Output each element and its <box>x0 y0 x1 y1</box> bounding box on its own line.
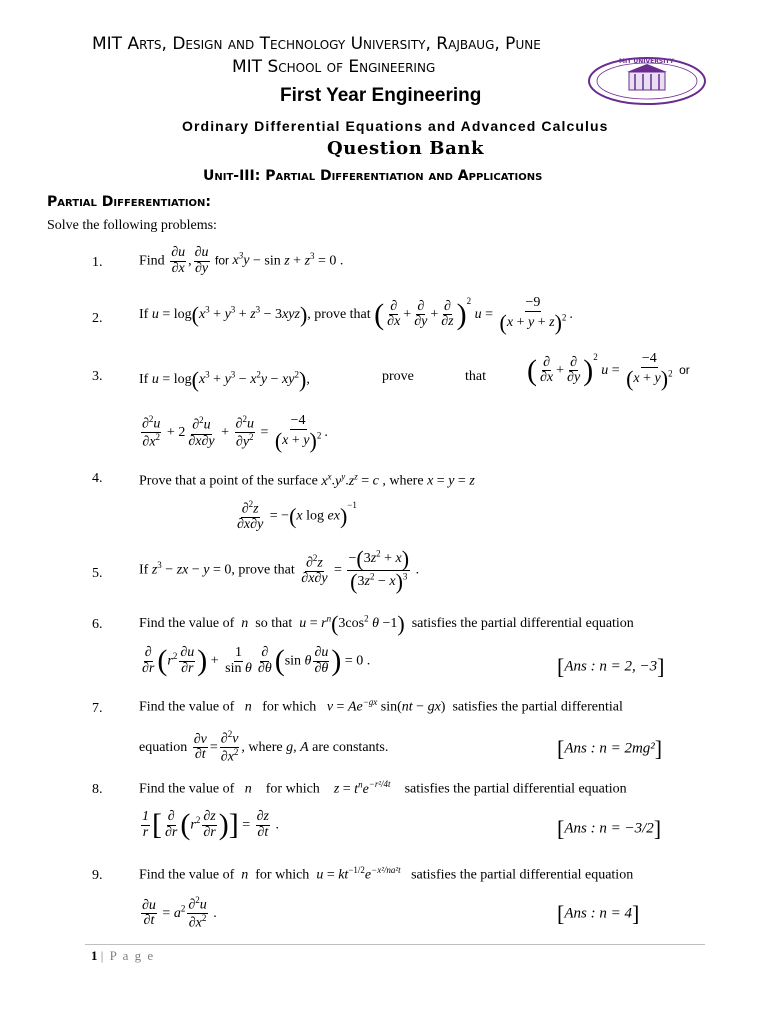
q3-text: If <box>139 372 149 388</box>
page-label: | P a g e <box>100 948 155 963</box>
q6-text: Find the value of <box>139 616 235 632</box>
q3-formula: ( $\frac{\partial}{\partial x}$ + $\frac{\partial}{\partial y}$ )$^2$ u = $\frac{-4}{(x + y)^2}$ or <box>527 351 690 391</box>
question-number: 1. <box>92 255 103 270</box>
page-number: 1 <box>91 948 98 963</box>
university-name: MIT Arts, Design and Technology University, Rajbaug, Pune <box>92 34 541 54</box>
q7-equation: equation <box>139 740 188 756</box>
q9-text: Find the value of <box>139 867 235 883</box>
q5-text: If <box>139 562 149 578</box>
question-number: 7. <box>92 701 103 716</box>
q3-that: that <box>465 369 486 384</box>
q6-answer: [Ans : n = 2, −3] <box>557 654 665 679</box>
q4-text: Prove that a point of the surface <box>139 473 318 489</box>
section-heading: Partial Differentiation: <box>47 194 212 210</box>
q3-or: or <box>679 363 690 378</box>
footer-divider <box>85 944 705 945</box>
question-6: Find the value of n so that $u = r^n(3\cos^2$ θ −1) satisfies the partial differential equation <box>139 611 634 636</box>
q9-answer: [Ans : n = 4] <box>557 901 640 926</box>
q6-sothat: so that <box>255 616 293 632</box>
q2-text: If <box>139 307 149 323</box>
school-name: MIT School of Engineering <box>232 57 436 77</box>
q7-forwhich: for which <box>262 699 317 715</box>
question-8: Find the value of n for which $z = t^ne^{-r^2/4t}$ satisfies the partial differential equation <box>139 779 627 797</box>
year-title: First Year Engineering <box>280 85 482 106</box>
question-number: 2. <box>92 311 103 326</box>
q1-for: for <box>215 253 230 268</box>
university-logo <box>587 56 707 106</box>
section-intro: Solve the following problems: <box>47 218 217 233</box>
footer-page <box>91 948 155 964</box>
question-5: If $z^3$ − zx − y = 0, prove that $\frac{\partial^2z}{\partial x\partial y}$ = $\frac{-(3z^2 + x)}{(3z^2 - x)^3}$ . <box>139 546 420 594</box>
question-number: 9. <box>92 868 103 883</box>
question-number: 8. <box>92 782 103 797</box>
q9-formula: $\frac{\partial u}{\partial t}$ = $a^2$ $\frac{\partial^2u}{\partial x^2}$ . <box>142 895 217 931</box>
q7-text: Find the value of <box>139 699 235 715</box>
question-7: Find the value of n for which $v = Ae^{-gx}$ sin(nt − gx) satisfies the partial differential <box>139 697 623 715</box>
question-1: Find $\frac{\partial u}{\partial x}$ , $\frac{\partial u}{\partial y}$ for $x^3y - \sin z + z^3 = 0$ . <box>139 245 344 276</box>
q4-formula: $\frac{\partial^2z}{\partial x\partial y}$ = −(x log ex)$^{-1}$ <box>237 499 357 533</box>
q4-where: , where <box>382 473 424 489</box>
question-number: 6. <box>92 617 103 632</box>
q7-satisfies: satisfies the partial differential <box>452 699 623 715</box>
question-4: Prove that a point of the surface $x^x.y^y.z^z = c$ , where x = y = z <box>139 471 475 489</box>
q7-constants: are constants. <box>312 740 389 756</box>
q6-satisfies: satisfies the partial differential equation <box>411 616 634 632</box>
question-3: If $u = \log(x^3 + y^3 - x^2y - xy^2)$, <box>139 367 310 392</box>
question-9: Find the value of n for which $u = kt^{-1/2}e^{-x^2/na^2t}$ satisfies the partial differential equation <box>139 865 634 883</box>
q9-satisfies: satisfies the partial differential equation <box>411 867 634 883</box>
q8-forwhich: for which <box>265 781 320 797</box>
question-number: 5. <box>92 566 103 581</box>
question-2: If $u = \log(x^3 + y^3 + z^3 - 3xyz)$, prove that ( $\frac{\partial}{\partial x}$ + $\frac{\partial}{\partial y}$ + $\frac{\partial}{\partial z}$ )$^2$ u = $\frac{-9}{(x + y + z)^2}$ . <box>139 295 573 335</box>
q9-forwhich: for which <box>255 867 310 883</box>
q8-answer: [Ans : n = −3/2] <box>557 816 662 841</box>
q1-text: Find <box>139 253 165 269</box>
q8-text: Find the value of <box>139 781 235 797</box>
doc-type: Question Bank <box>327 138 485 159</box>
q8-formula: $\frac{1}{r}$ [ $\frac{\partial}{\partial r}$ ($r^2$ $\frac{\partial z}{\partial r}$ )] = $\frac{\partial z}{\partial t}$ . <box>142 808 279 842</box>
q7-answer: [Ans : n = 2mg²] <box>557 736 663 761</box>
q3-prove: prove <box>382 369 414 384</box>
course-title: Ordinary Differential Equations and Advanced Calculus <box>182 118 609 134</box>
question-number: 3. <box>92 369 103 384</box>
q6-formula: $\frac{\partial}{\partial r}$ ($r^2$ $\frac{\partial u}{\partial r}$ ) + $\frac{1}{\text{sin θ}}$ $\frac{\partial}{\partial\theta}$ (sin θ $\frac{\partial u}{\partial\theta}$ ) = 0 . <box>142 644 371 678</box>
q7-where: , where <box>241 740 283 756</box>
logo-text: MIT UNIVERSITY <box>619 58 674 65</box>
unit-title: Unit-III: Partial Differentiation and Applications <box>203 168 543 184</box>
q8-satisfies: satisfies the partial differential equation <box>404 781 627 797</box>
q7-formula: equation $\frac{\partial v}{\partial t}$ = $\frac{\partial^2v}{\partial x^2}$ , where g, A are constants. <box>139 729 389 765</box>
q5-prove: , prove that <box>231 562 295 578</box>
q3-formula-2: $\frac{\partial^2u}{\partial x^2}$ + 2 $\frac{\partial^2u}{\partial x\partial y}$ + $\frac{\partial^2u}{\partial y^2}$ = $\frac{-4}{(x + y)^2}$ . <box>142 413 328 453</box>
q2-prove: , prove that <box>307 307 371 323</box>
question-number: 4. <box>92 471 103 486</box>
